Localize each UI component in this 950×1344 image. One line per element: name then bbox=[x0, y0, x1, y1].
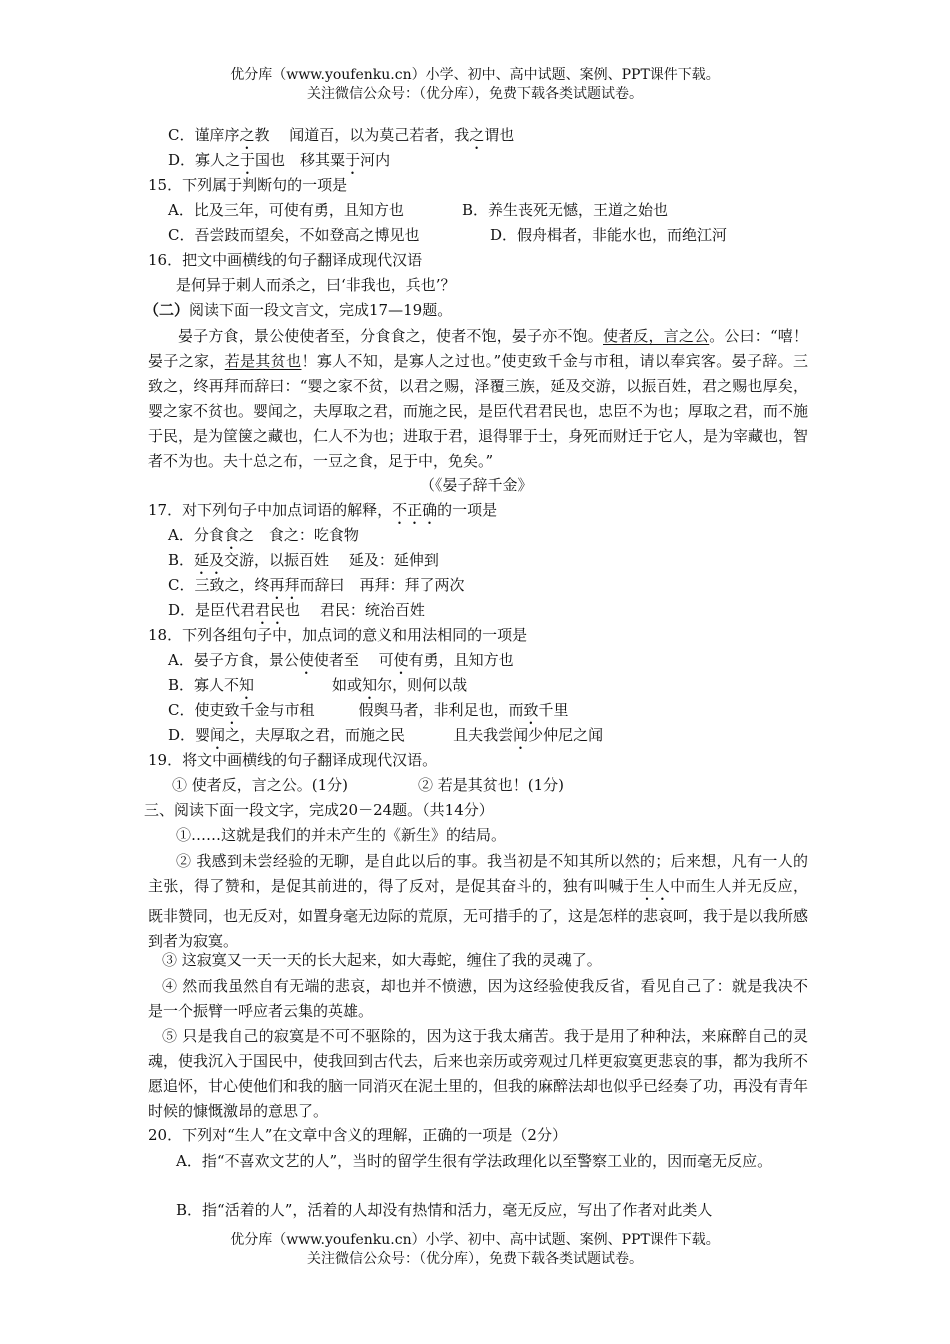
footer-line-2: 关注微信公众号：（优分库），免费下载各类试题试卷。 bbox=[307, 1251, 643, 1267]
q17-option-c: C．三致之，终再拜而辞曰 再拜：拜了两次 bbox=[168, 576, 465, 594]
q14-option-c: C．谨庠序之教 闻道百，以为莫己若者，我之谓也 bbox=[168, 126, 515, 144]
underlined-sentence-1: 使者反，言之公 bbox=[603, 327, 710, 345]
underlined-sentence-2: 若是其贫也 bbox=[224, 352, 302, 370]
q19-sentence-2: ② 若是其贫也！(1分) bbox=[418, 776, 565, 794]
header-line-1: 优分库（www.youfenku.cn）小学、初中、高中试题、案例、PPT课件下载。 bbox=[230, 67, 720, 83]
header-line-2: 关注微信公众号：（优分库），免费下载各类试题试卷。 bbox=[307, 86, 643, 102]
q20-stem: 20．下列对“生人”在文章中含义的理解，正确的一项是（2分） bbox=[148, 1126, 567, 1144]
q17-stem: 17．对下列句子中加点词语的解释，不正确的一项是 bbox=[148, 501, 498, 519]
passage-source: （《晏子辞千金》 bbox=[420, 476, 533, 494]
q16-sentence: 是何异于刺人而杀之，曰‘非我也，兵也’？ bbox=[176, 276, 456, 294]
q17-option-d: D．是臣代君君民也 君民：统治百姓 bbox=[168, 601, 425, 619]
modern-para-5: ⑤ 只是我自己的寂寞是不可不驱除的，因为这于我太痛苦。我于是用了种种法，来麻醉自己的灵魂，使我沉入于国民中，使我回到古代去，后来也亲历或旁观过几样更寂寞更悲哀的事，都为我所不愿追怀，甘心使他们和我的脑一同消灭在泥土里的，但我的麻醉法却也似乎已经奏了功，再没有青年时候的慷慨激昂的意思了。 bbox=[148, 1027, 809, 1120]
q18-option-d: D．婴闻之，夫厚取之君，而施之民 且夫我尝闻少仲尼之闻 bbox=[168, 726, 604, 744]
modern-para-2: ② 我感到未尝经验的无聊，是自此以后的事。我当初是不知其所以然的；后来想，凡有一人的主张，得了赞和，是促其前进的，得了反对，是促其奋斗的，独有叫喊于生人中而生人并无反应，既非赞同，也无反对，如置身毫无边际的荒原，无可措手的了，这是怎样的悲哀呵，我于是以我所感到者为寂寞。 bbox=[148, 852, 809, 950]
q19-sentence-1: ① 使者反，言之公。(1分) bbox=[172, 776, 349, 794]
q18-stem: 18．下列各组句子中，加点词的意义和用法相同的一项是 bbox=[148, 626, 528, 644]
section3-heading: 三、阅读下面一段文字，完成20－24题。（共14分） bbox=[144, 801, 494, 819]
q15-option-a: A．比及三年，可使有勇，且知方也 bbox=[168, 201, 404, 219]
q19-stem: 19．将文中画横线的句子翻译成现代汉语。 bbox=[148, 751, 438, 769]
page-footer bbox=[0, 1231, 950, 1269]
q14-option-d: D．寡人之于国也 移其粟于河内 bbox=[168, 151, 391, 169]
modern-para-3: ③ 这寂寞又一天一天的长大起来，如大毒蛇，缠住了我的灵魂了。 bbox=[162, 951, 602, 969]
q17-option-b: B．延及交游，以振百姓 延及：延伸到 bbox=[168, 551, 439, 569]
q16-stem: 16．把文中画横线的句子翻译成现代汉语 bbox=[148, 251, 423, 269]
q15-stem: 15．下列属于判断句的一项是 bbox=[148, 176, 348, 194]
q20-option-b: B．指“活着的人”，活着的人却没有热情和活力，毫无反应，写出了作者对此类人 bbox=[176, 1201, 713, 1219]
q15-option-d: D．假舟楫者，非能水也，而绝江河 bbox=[490, 226, 728, 244]
classical-passage: 晏子方食，景公使使者至，分食食之，使者不饱，晏子亦不饱。使者反，言之公。公曰：“嘻！晏子之家，若是其贫也！寡人不知，是寡人之过也。”使吏致千金与市租，请以奉宾客。晏子辞。三致之，终再拜而辞曰：“婴之家不贫，以君之赐，泽覆三族，延及交游，以振百姓，君之赐也厚矣，婴之家不贫也。婴闻之，夫厚取之君，而施之民，是臣代君君民也，忠臣不为也；厚取之君，而不施于民，是为筐箧之藏也，仁人不为也；进取于君，退得罪于士，身死而财迁于它人，是为宰藏也，智者不为也。夫十总之布，一豆之食，足于中，免矣。” bbox=[148, 327, 809, 470]
q20-option-a: A．指“不喜欢文艺的人”，当时的留学生很有学法政理化以至警察工业的，因而毫无反应。 bbox=[176, 1152, 773, 1170]
modern-para-4: ④ 然而我虽然自有无端的悲哀，却也并不愤懑，因为这经验使我反省，看见自己了：就是我决不是一个振臂一呼应者云集的英雄。 bbox=[148, 977, 808, 1020]
page-header bbox=[0, 66, 950, 104]
q17-option-a: A．分食食之 食之：吃食物 bbox=[168, 526, 359, 544]
q15-option-b: B．养生丧死无憾，王道之始也 bbox=[462, 201, 669, 219]
modern-para-1: ①……这就是我们的并未产生的《新生》的结局。 bbox=[176, 826, 507, 844]
q18-option-a: A．晏子方食，景公使使者至 可使有勇，且知方也 bbox=[168, 651, 514, 669]
footer-line-1: 优分库（www.youfenku.cn）小学、初中、高中试题、案例、PPT课件下载。 bbox=[230, 1232, 720, 1248]
section2-heading: （二）阅读下面一段文言文，完成17—19题。 bbox=[144, 301, 453, 319]
q15-option-c: C．吾尝跂而望矣，不如登高之博见也 bbox=[168, 226, 420, 244]
q18-option-b: B．寡人不知 如或知尔，则何以哉 bbox=[168, 676, 468, 694]
q18-option-c: C．使吏致千金与市租 假舆马者，非利足也，而致千里 bbox=[168, 701, 569, 719]
